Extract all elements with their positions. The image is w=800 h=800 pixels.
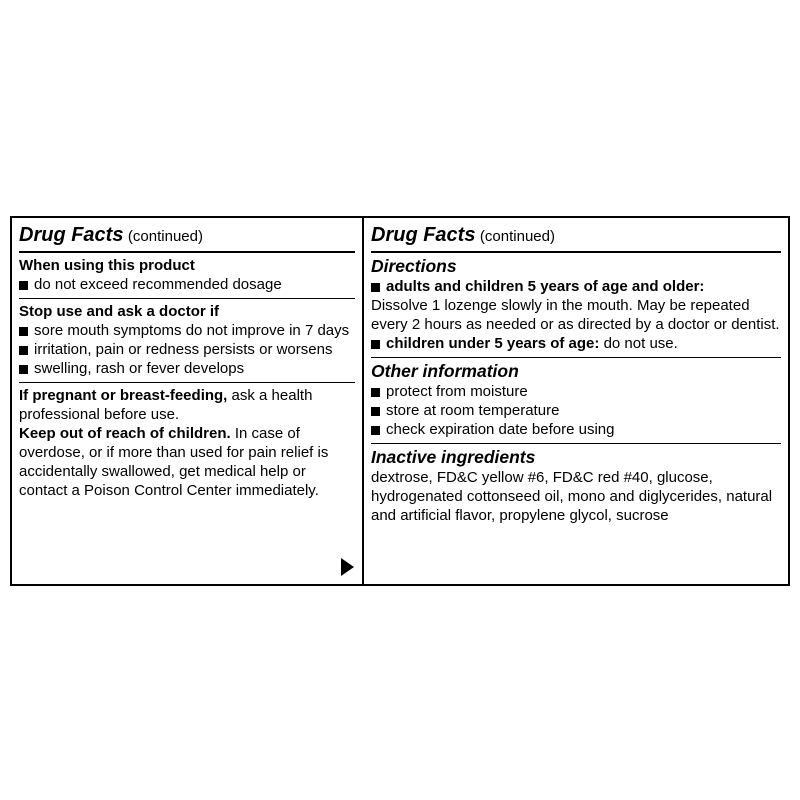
list-item: store at room temperature: [371, 401, 781, 420]
continued-label: (continued): [479, 228, 555, 245]
directions-section: [364, 253, 788, 353]
keep-out-bold: Keep out of reach of children.: [19, 425, 231, 442]
list-item: do not exceed recommended dosage: [19, 275, 355, 294]
drug-facts-title: Drug Facts: [371, 224, 476, 246]
other-info-heading: Other information: [371, 361, 519, 381]
list-item: protect from moisture: [371, 382, 781, 401]
other-info-section: [364, 358, 788, 439]
right-panel: [364, 218, 788, 584]
right-title: [364, 218, 788, 251]
list-item: sore mouth symptoms do not improve in 7 days: [19, 321, 355, 340]
pregnant-warning: [19, 386, 355, 424]
adults-directions-label: adults and children 5 years of age and older:: [371, 277, 781, 296]
directions-heading: Directions: [371, 256, 457, 276]
drug-facts-title: Drug Facts: [19, 224, 124, 246]
list-item: check expiration date before using: [371, 420, 781, 439]
when-using-section: [12, 253, 362, 294]
inactive-text: dextrose, FD&C yellow #6, FD&C red #40, glucose, hydrogenated cottonseed oil, mono and diglycerides, natural and artificial flavor, propylene glycol, sucrose: [371, 469, 773, 524]
children-text: do not use.: [599, 335, 678, 352]
stop-use-section: [12, 299, 362, 378]
left-title: [12, 218, 362, 251]
inactive-heading: Inactive ingredients: [371, 447, 536, 467]
children-label: children under 5 years of age:: [386, 335, 600, 352]
drug-facts-label: [10, 216, 790, 586]
keep-out-text: In case of overdose, or if more than used for pain relief is accidentally swallowed, get medical help or contact a Poison Control Center immediately.: [19, 425, 329, 499]
inactive-section: [364, 444, 788, 525]
continue-arrow-icon: [341, 558, 354, 576]
pregnant-section: [12, 383, 362, 500]
children-directions: [371, 334, 781, 353]
pregnant-text: ask a health professional before use.: [19, 387, 313, 423]
continued-label: (continued): [127, 228, 203, 245]
list-item: swelling, rash or fever develops: [19, 359, 355, 378]
list-item: irritation, pain or redness persists or worsens: [19, 340, 355, 359]
when-using-heading: When using this product: [19, 257, 195, 274]
stop-use-heading: Stop use and ask a doctor if: [19, 303, 220, 320]
adults-directions-text: Dissolve 1 lozenge slowly in the mouth. May be repeated every 2 hours as needed or as directed by a doctor or dentist.: [371, 297, 780, 333]
left-panel: [12, 218, 364, 584]
pregnant-bold: If pregnant or breast-feeding,: [19, 387, 228, 404]
keep-out-warning: [19, 424, 355, 500]
